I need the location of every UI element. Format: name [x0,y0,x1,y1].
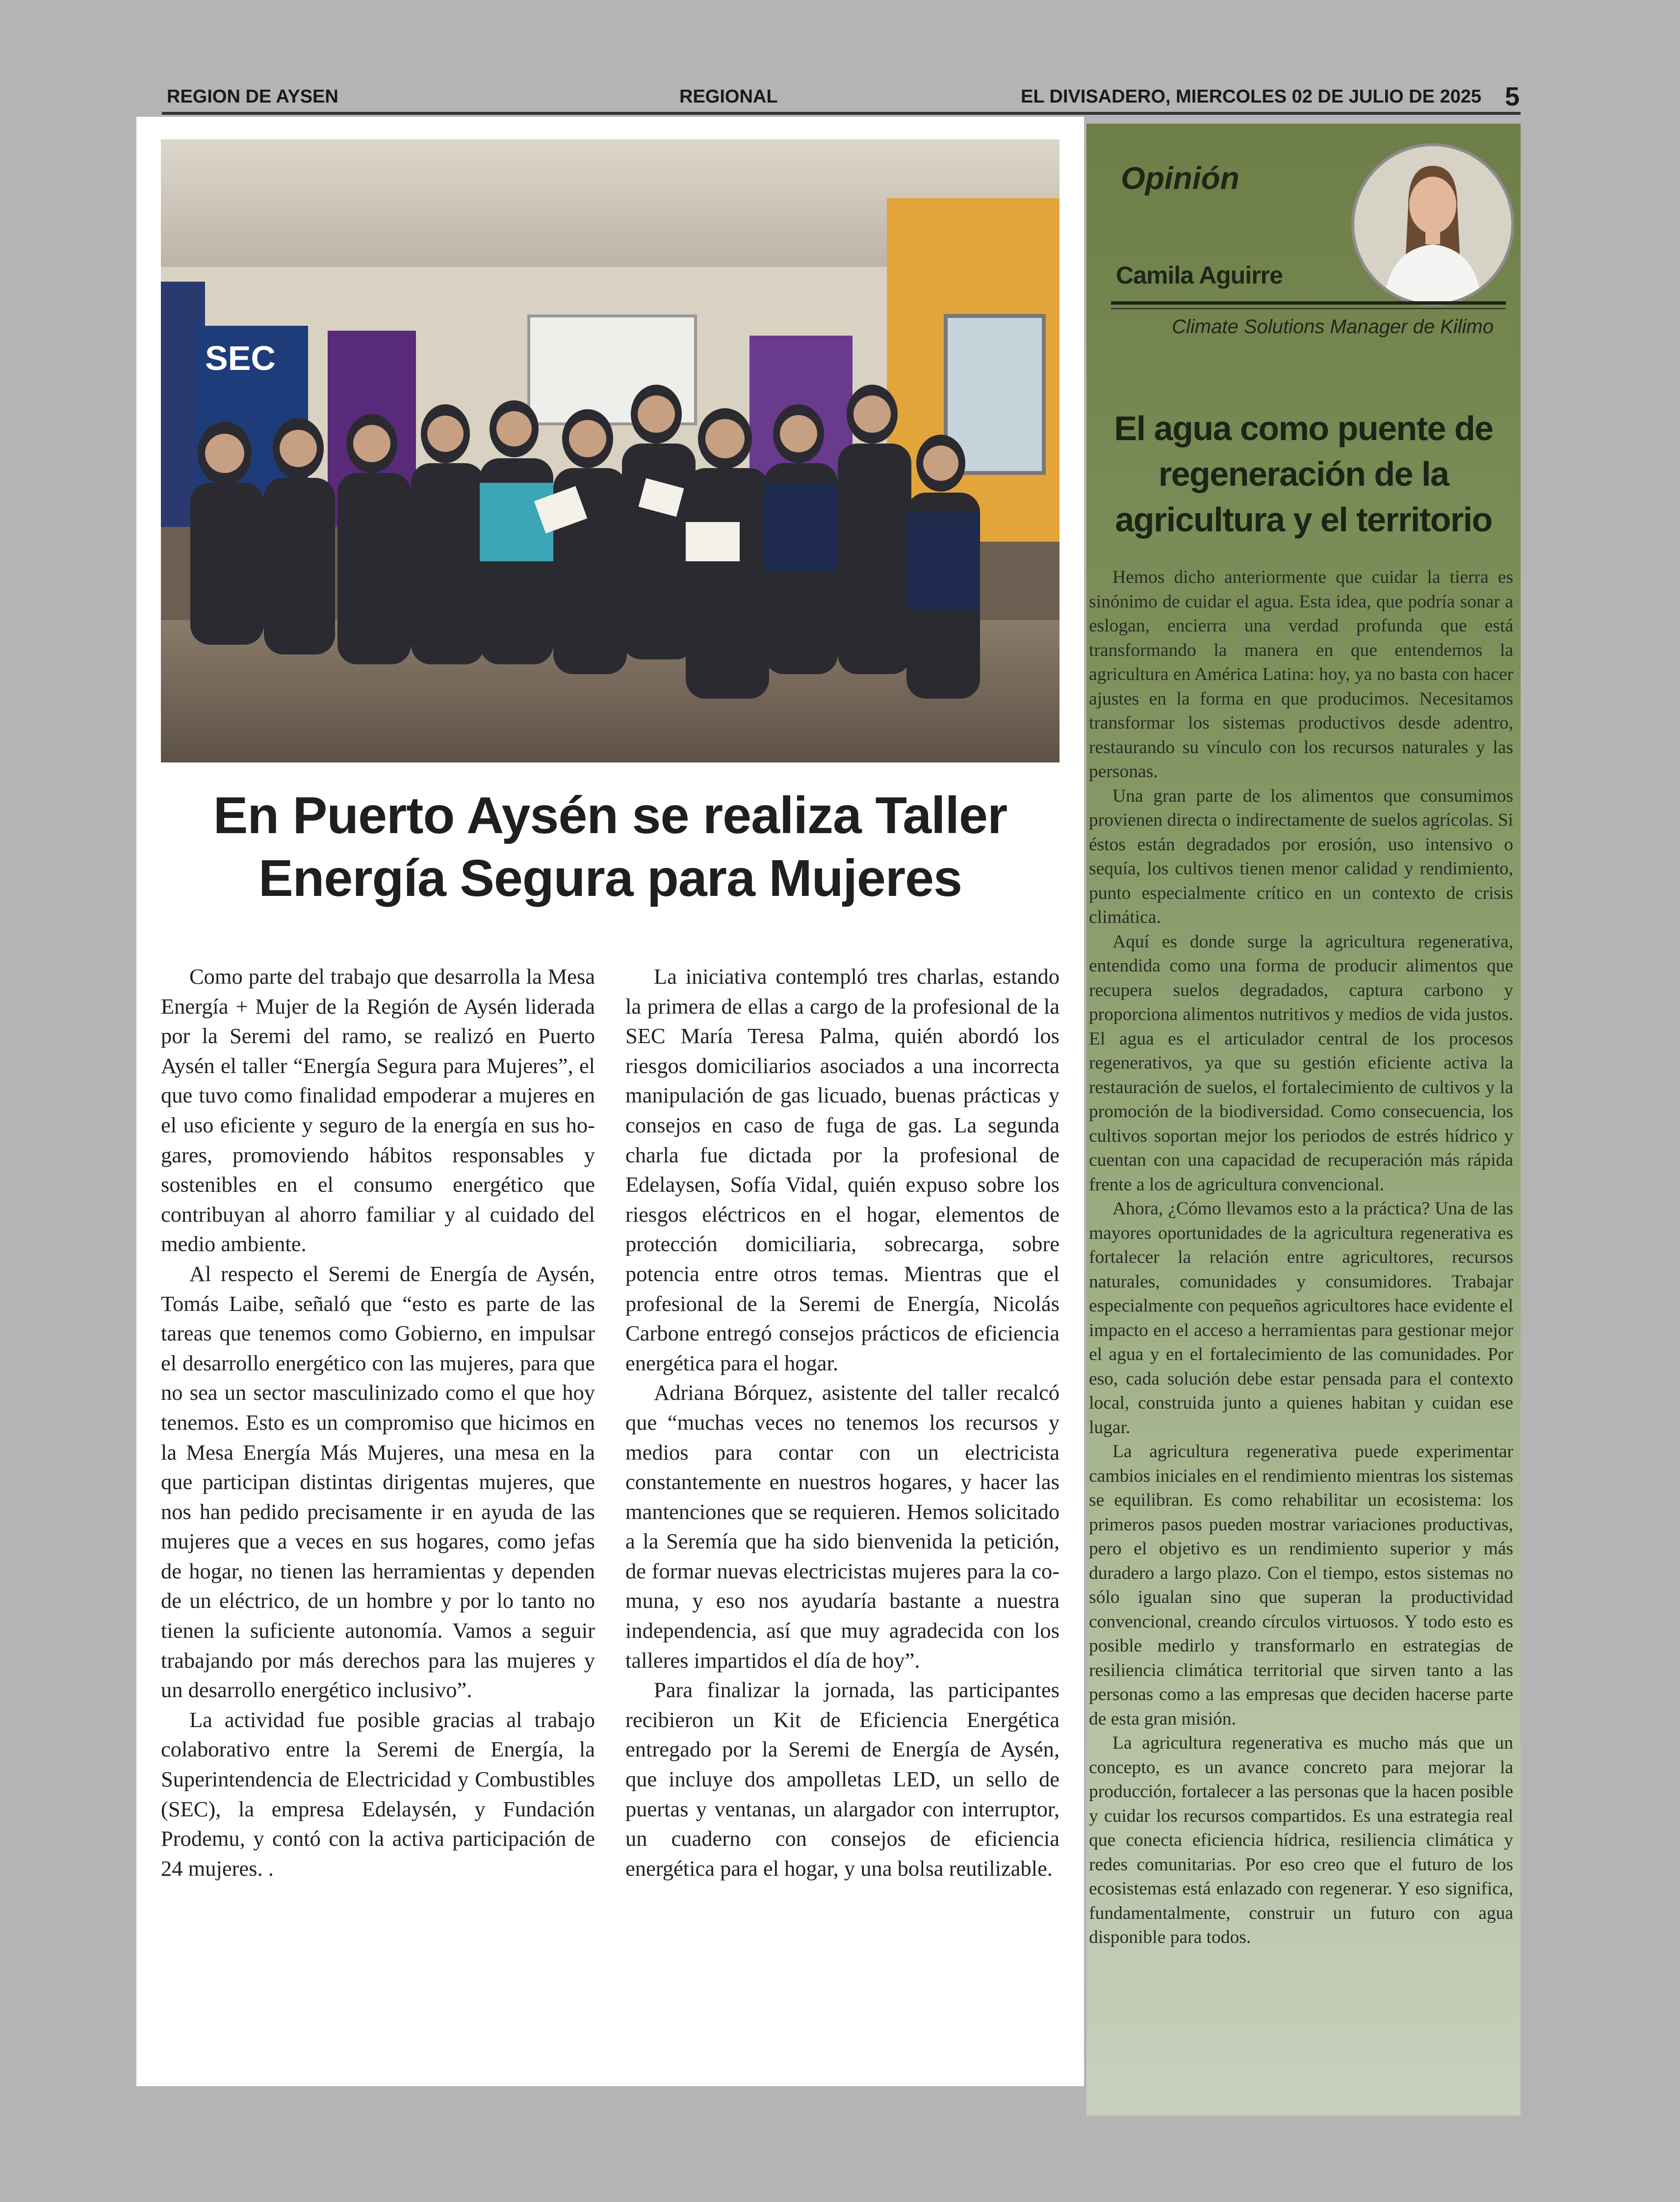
section-label: REGION DE AYSEN [167,86,338,107]
opinion-column [1086,124,1521,2116]
section-category: REGIONAL [679,86,778,107]
opinion-paragraph: Ahora, ¿Cómo llevamos esto a la práctica? Una de las mayores oportunidades de la agricultura regenerativa es fortalecer la relación entre agricultores, recursos naturales, comunidades y consumidores. Trabajar especialmente con pequeños agricultores hace evidente el impacto en el acceso a herramientas para gestionar mejor el agua y en el fortalecimiento de las comunidades. Por eso, cada solución debe estar pensada para el contexto local, construida junto a quienes habitan y cuidan ese lugar. [1089,1199,1513,1438]
article-headline: En Puerto Aysén se realiza Taller Energía Segura para Mujeres [213,786,1008,907]
opinion-body [1089,565,1513,1950]
article-paragraph: Como parte del trabajo que desarrolla la Mesa Energía + Mujer de la Región de Aysén liderada por la Seremi del ramo, se realizó en Puerto Aysén el taller “Energía Segura para Mujeres”, el que tuvo como finalidad empoderar a mujeres en el uso eficiente y seguro de la energía en sus hogares, promoviendo hábitos responsables y sostenibles en el consumo energético que contribuyan al ahorro familiar y al cuidado del medio ambiente. [161,964,595,1257]
article-paragraph: La actividad fue posible gracias al trabajo colaborativo entre la Seremi de Energía, la Superintendencia de Electricidad y Combustibles (SEC), la empresa Edelaysén, y Fundación Prodemu, y contó con la activa participación de 24 mujeres. . [161,1707,595,1881]
article-column-1 [161,962,595,1883]
author-role: Climate Solutions Manager de Kilimo [1172,316,1494,338]
author-divider [1111,301,1506,305]
article-paragraph: Adriana Bórquez, asistente del taller recalcó que “muchas veces no tenemos los recursos y medios para contar con un electricista constantemente en nuestros hogares, y hacer las mantenciones que se requieren. Hemos solicitado a la Seremía que ha sido bienvenida la petición, de formar nuevas electricistas mujeres para la comuna, y eso nos ayudaría bastante a nuestra independencia, así que muy agradecida con los talleres impartidos el día de hoy”. [625,1380,1060,1673]
article-column-2 [625,962,1060,1883]
opinion-paragraph: Aquí es donde surge la agricultura regenerativa, entendida como una forma de producir alimentos que recupera suelos degradados, captura carbono y proporciona alimentos nutritivos y medios de vida justos. El agua es el articulador central de los procesos regenerativos, ya que su gestión eficiente activa la restauración de suelos, el fortalecimiento de cultivos y la promoción de la biodiversidad. Como consecuencia, los cultivos soportan mejor los periodos de estrés hídrico y cuentan con una capacidad de recuperación más rápida frente a los de agricultura convencional. [1089,931,1513,1195]
article-paragraph: La iniciativa contempló tres charlas, estando la primera de ellas a cargo de la profesional de la SEC María Teresa Palma, quién abordó los riesgos domiciliarios asociados a una incorrecta manipulación de gas licuado, buenas prácticas y consejos en caso de fuga de gas. La segunda charla fue dictada por la profesional de Edelaysen, Sofía Vidal, quién expuso sobre los riesgos eléctricos en el hogar, elementos de protección domiciliaria, sobrecarga, sobre potencia entre otros temas. Mientras que el profesional de la Seremi de Energía, Nicolás Carbone entregó consejos prácticos de eficiencia energética para el hogar. [625,964,1060,1375]
article-paragraph: Para finalizar la jornada, las participantes recibieron un Kit de Eficiencia Energética entregado por la Seremi de Energía de Aysén, que incluye dos ampolletas LED, un sello de puertas y ventanas, un alargador con interruptor, un cuaderno con consejos de eficiencia energética para el hogar, y una bolsa reutilizable. [625,1678,1060,1881]
author-portrait-icon [1354,146,1511,303]
group-photo-illustration [161,139,1060,762]
opinion-title: El agua como puente de regeneración de la agricultura y el territorio [1114,409,1493,539]
main-article [136,117,1084,2086]
opinion-paragraph: Una gran parte de los alimentos que consumimos provienen directa o indirectamente de suelos agrícolas. Si éstos están degradados por erosión, uso intensivo o sequía, los cultivos tienen menor calidad y rendimiento, punto especialmente crítico en un contexto de crisis climática. [1089,786,1513,927]
newspaper-date: EL DIVISADERO, MIERCOLES 02 DE JULIO DE 2025 [1021,86,1481,107]
opinion-label: Opinión [1121,160,1240,196]
opinion-paragraph: La agricultura regenerativa puede experimentar cambios iniciales en el rendimiento mientras los sistemas se equilibran. Es como rehabilitar un ecosistema: los primeros pasos pueden mostrar variaciones productivas, pero el objetivo es un rendimiento superior y más duradero a largo plazo. Con el tiempo, estos sistemas no sólo igualan sino que superan la productividad convencional, creando círculos virtuosos. Y todo esto es posible medirlo y transformarlo en estrategias de resiliencia climática territorial que sirven tanto a las personas como a las empresas que deciden hacerse parte de esta gran misión. [1089,1442,1513,1729]
author-avatar [1351,143,1514,306]
sec-banner-text: SEC [205,339,276,377]
author-name: Camila Aguirre [1116,262,1283,289]
opinion-paragraph: Hemos dicho anteriormente que cuidar la tierra es sinónimo de cuidar el agua. Esta idea, que podría sonar a eslogan, encierra una verdad profunda que está transformando la manera en que entendemos la agricultura en América Latina: hoy, ya no basta con hacer ajustes en la forma en que producimos. Necesitamos transformar los sistemas productivos desde adentro, restaurando su vínculo con los recursos naturales y las personas. [1089,567,1513,782]
article-photo [161,139,1060,762]
opinion-paragraph: La agricultura regenerativa es mucho más que un concepto, es un avance concreto para mejorar la producción, fortalecer a las personas que la hacen posible y cuidar los recursos compartidos. Es una estrategia real que conecta eficiencia hídrica, resiliencia climática y redes comunitarias. Por eso creo que el futuro de los ecosistemas está enlazado con regenerar. Y eso significa, fundamentalmente, construir un futuro con agua disponible para todos. [1089,1733,1513,1947]
page-header [162,82,1521,115]
page-number: 5 [1504,82,1520,111]
article-paragraph: Al respecto el Seremi de Energía de Aysén, Tomás Laibe, señaló que “esto es parte de las tareas que tenemos como Gobierno, en impulsar el desarrollo energético con las mujeres, para que no sea un sector masculinizado como el que hoy tenemos. Esto es un compromiso que hicimos en la Mesa Energía Más Mujeres, una mesa en la que participan distintas dirigentas mujeres, que nos han pedido precisamente ir en ayuda de las mujeres que a veces en sus hogares, como jefas de hogar, no tienen las herramientas y dependen de un eléctrico, de un hombre y por lo tanto no tienen la suficiente autonomía. Vamos a seguir trabajando por más derechos para las mujeres y un desarrollo energético inclusivo”. [161,1261,595,1703]
author-divider-thin [1111,308,1506,309]
